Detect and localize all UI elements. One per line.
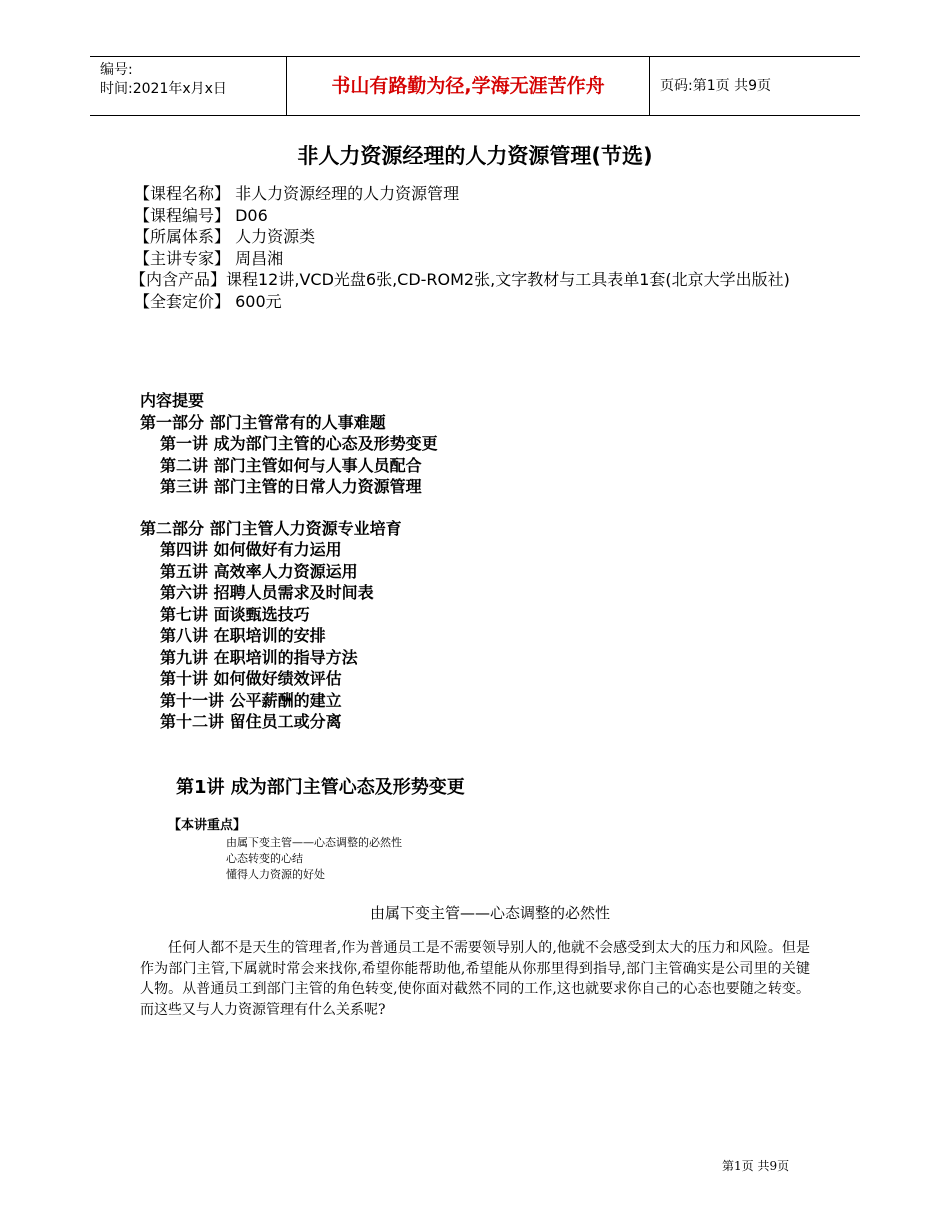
toc-part-1: 第一部分 部门主管常有的人事难题 bbox=[140, 412, 386, 432]
course-products: 【内含产品】课程12讲,VCD光盘6张,CD-ROM2张,文字教材与工具表单1套(北京大学出版社) bbox=[130, 270, 790, 289]
toc-part-2: 第二部分 部门主管人力资源专业培育 bbox=[140, 518, 402, 538]
header-motto: 书山有路勤为径,学海无涯苦作舟 bbox=[286, 57, 650, 115]
document-time-label: 时间:2021年x月x日 bbox=[100, 81, 227, 97]
toc-heading: 内容提要 bbox=[140, 391, 205, 410]
focus-heading: 【本讲重点】 bbox=[168, 818, 247, 833]
page-header bbox=[90, 56, 860, 116]
lecture-focus bbox=[168, 817, 402, 883]
header-left-cell bbox=[90, 57, 286, 115]
focus-point: 由属下变主管——心态调整的必然性 bbox=[226, 836, 402, 849]
toc-item: 第十二讲 留住员工或分离 bbox=[160, 712, 342, 731]
body-paragraph: 任何人都不是天生的管理者,作为普通员工是不需要领导别人的,他就不会感受到太大的压力和风险。但是作为部门主管,下属就时常会来找你,希望你能帮助他,希望能从你那里得到指导,部门主管确实是公司里的关键人物。从普通员工到部门主管的角色转变,使你面对截然不同的工作,这也就要求你自己的心态也要随之转变。而这些又与人力资源管理有什么关系呢? bbox=[140, 940, 810, 1018]
toc-item: 第十一讲 公平薪酬的建立 bbox=[160, 690, 342, 710]
course-code: 【课程编号】 D06 bbox=[134, 205, 268, 225]
toc-item: 第一讲 成为部门主管的心态及形势变更 bbox=[160, 434, 438, 453]
toc-item: 第二讲 部门主管如何与人事人员配合 bbox=[160, 455, 422, 475]
toc-item: 第三讲 部门主管的日常人力资源管理 bbox=[160, 477, 422, 496]
lecture-title: 第1讲 成为部门主管心态及形势变更 bbox=[176, 777, 465, 798]
toc-item: 第七讲 面谈甄选技巧 bbox=[160, 604, 310, 624]
course-system: 【所属体系】 人力资源类 bbox=[134, 227, 316, 246]
toc-item: 第十讲 如何做好绩效评估 bbox=[160, 669, 342, 688]
course-price: 【全套定价】 600元 bbox=[134, 291, 282, 311]
document-number-label: 编号: bbox=[100, 62, 133, 78]
page-footer: 第1页 共9页 bbox=[722, 1159, 790, 1173]
header-page-info: 页码:第1页 共9页 bbox=[660, 78, 771, 94]
focus-point: 心态转变的心结 bbox=[226, 852, 303, 865]
toc-item: 第四讲 如何做好有力运用 bbox=[160, 540, 342, 559]
course-info bbox=[130, 183, 824, 312]
document-title: 非人力资源经理的人力资源管理(节选) bbox=[297, 144, 653, 168]
toc-item: 第八讲 在职培训的安排 bbox=[160, 626, 326, 645]
toc-item: 第九讲 在职培训的指导方法 bbox=[160, 647, 358, 667]
toc-item: 第五讲 高效率人力资源运用 bbox=[160, 561, 358, 581]
focus-point: 懂得人力资源的好处 bbox=[226, 868, 325, 881]
section-title: 由属下变主管——心态调整的必然性 bbox=[369, 904, 610, 922]
table-of-contents bbox=[140, 390, 438, 733]
toc-item: 第六讲 招聘人员需求及时间表 bbox=[160, 583, 374, 602]
course-lecturer: 【主讲专家】 周昌湘 bbox=[134, 248, 284, 268]
course-name: 【课程名称】 非人力资源经理的人力资源管理 bbox=[134, 184, 460, 203]
